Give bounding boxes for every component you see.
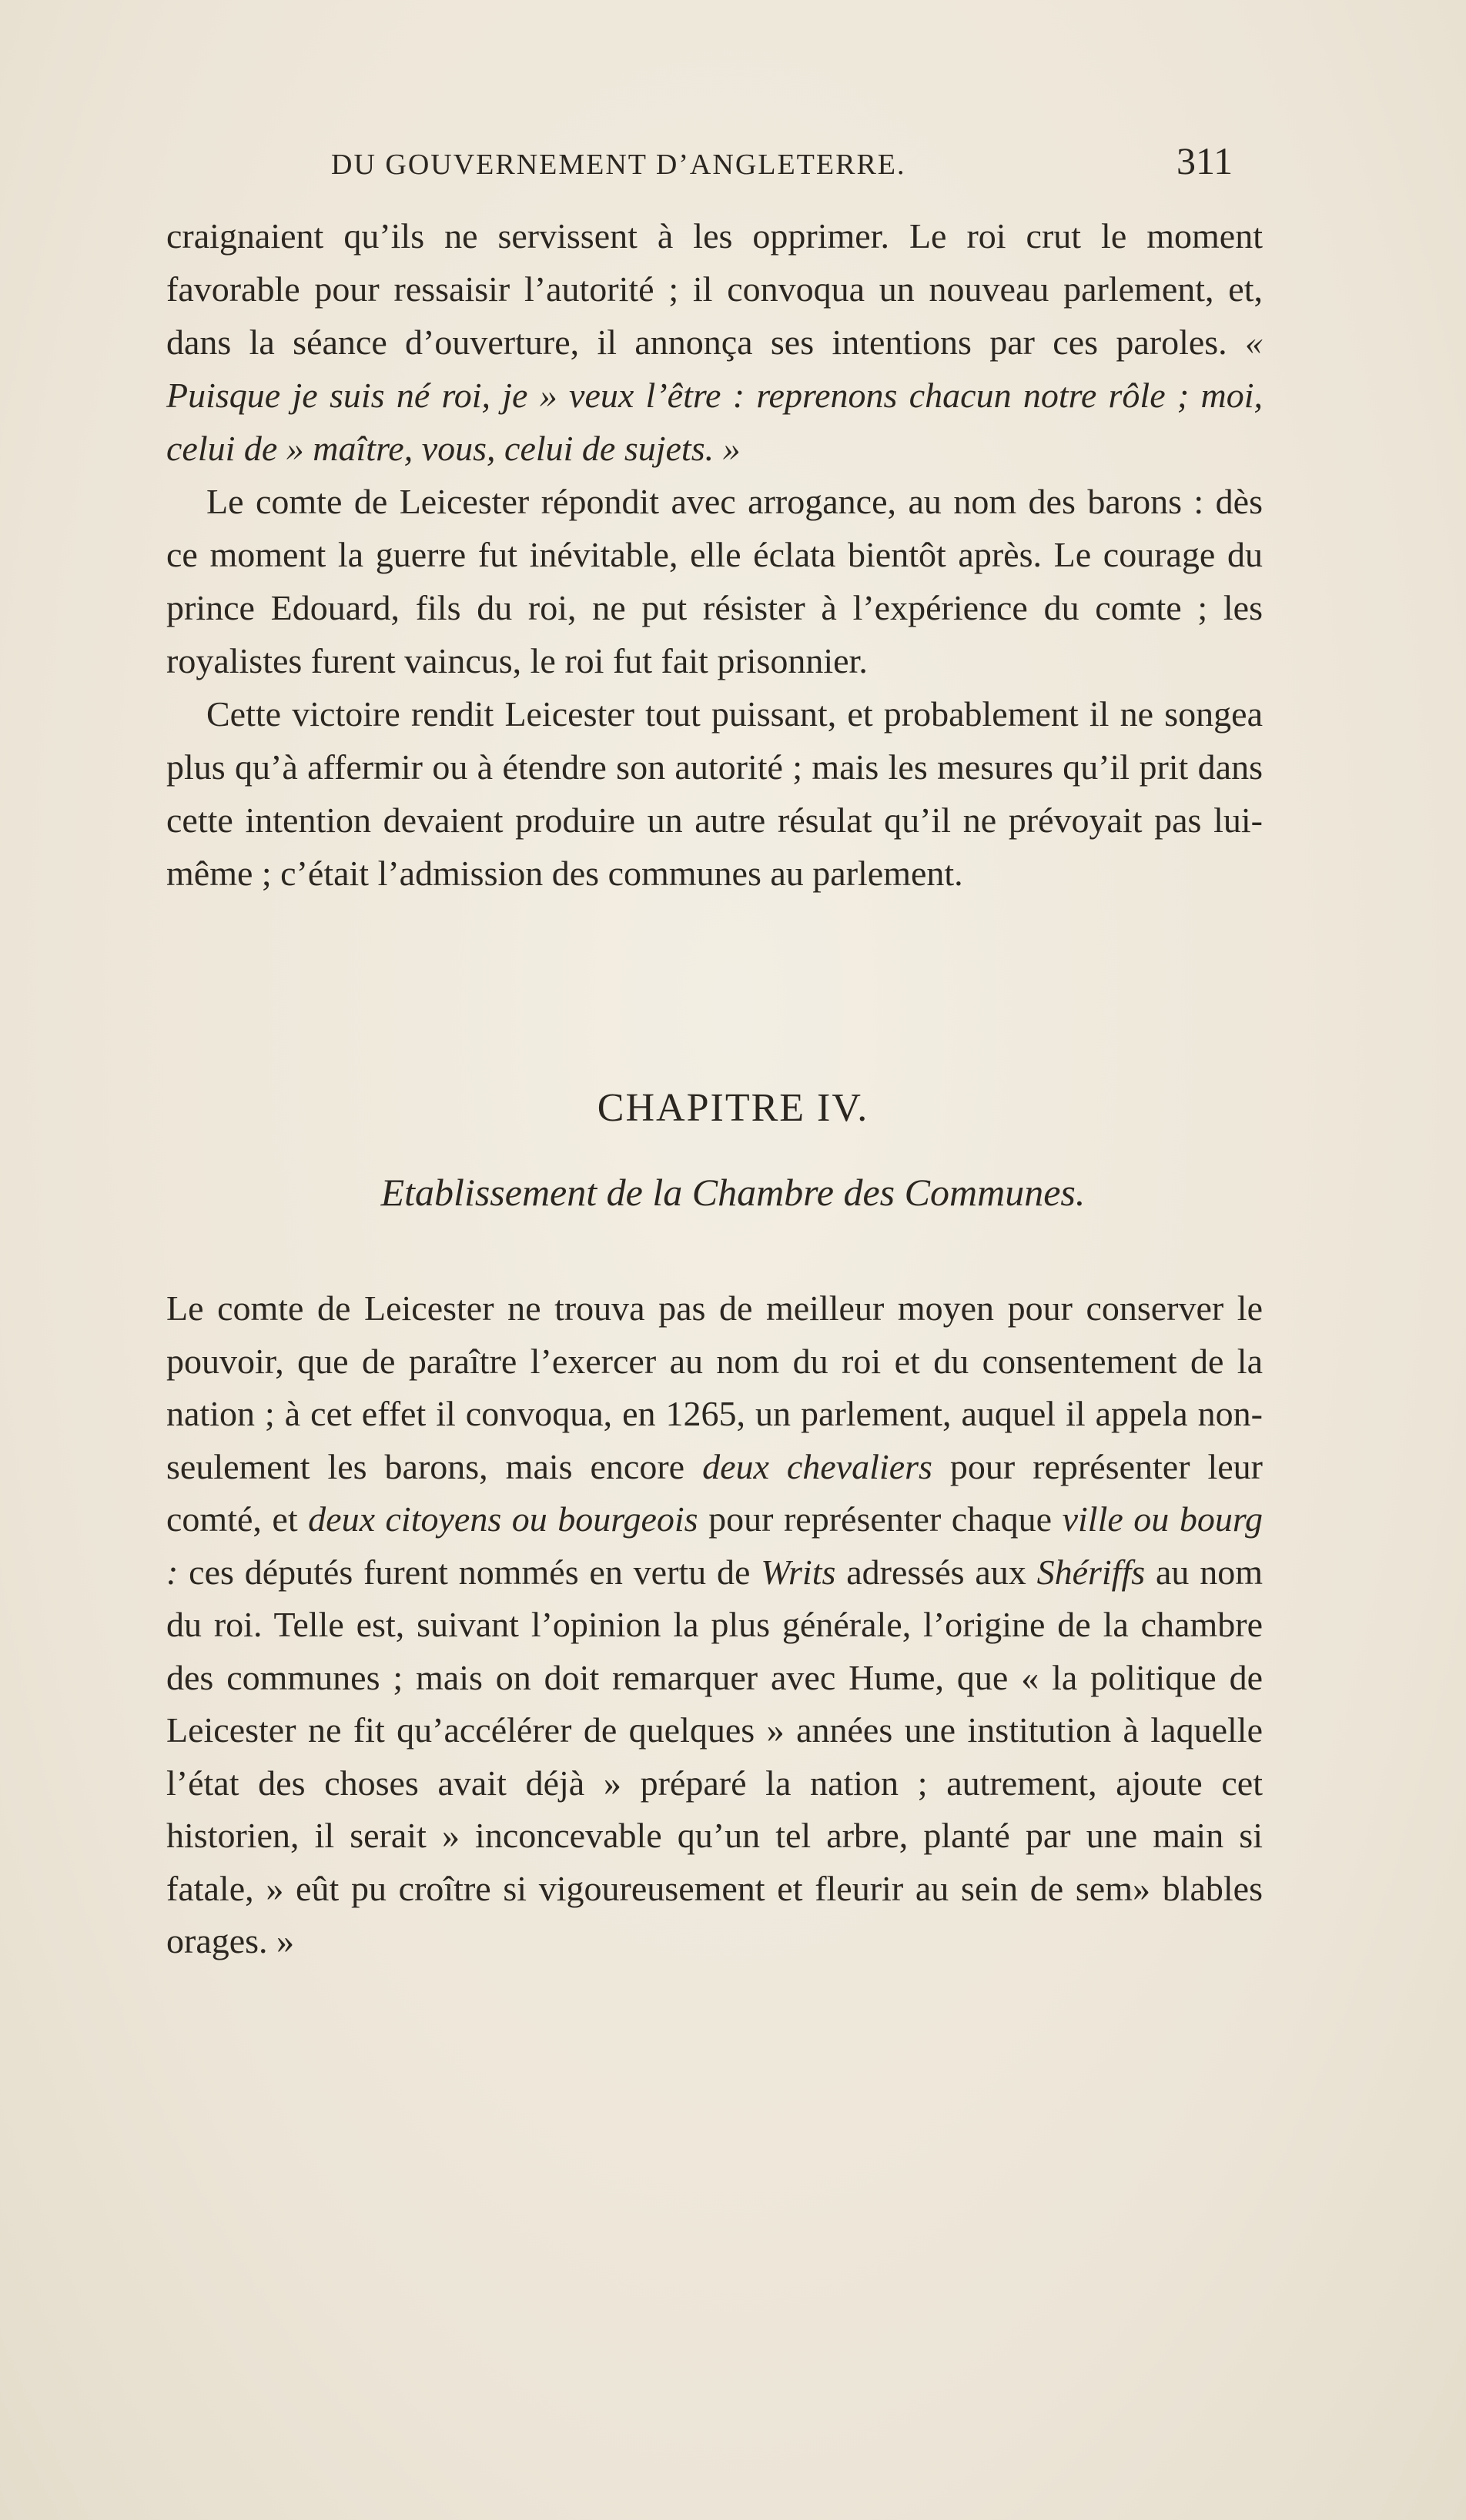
body-text-bottom bbox=[166, 1247, 1263, 2004]
text-run: ces députés furent nommés en vertu de bbox=[189, 1552, 751, 1592]
text-run: pour représenter chaque bbox=[708, 1499, 1053, 1539]
text-run: Le comte de Leicester ne trouva pas de meilleur moyen pour conserver le pouvoir, que de paraître l’exercer au nom du roi et du consentement de la nation ; à cet effet il convoqua, en 1265, un parlement, auquel il appela non-seulement les barons, mais encore bbox=[166, 1288, 1263, 1486]
body-text-top bbox=[166, 209, 1263, 900]
paragraph bbox=[166, 1282, 1263, 1968]
italic-run: deux chevaliers bbox=[702, 1446, 932, 1486]
paragraph: Le comte de Leicester répondit avec arrogance, au nom des barons : dès ce moment la guerre fut inévitable, elle éclata bientôt après. Le courage du prince Edouard, fils du roi, ne put résister à l’expérience du comte ; les royalistes furent vaincus, le roi fut fait prisonnier. bbox=[166, 482, 1263, 680]
running-title: DU GOUVERNEMENT D’ANGLETERRE. bbox=[331, 149, 906, 181]
italic-run: ville ou bourg : bbox=[166, 1499, 1264, 1592]
page-number: 311 bbox=[1176, 139, 1233, 182]
paragraph: Cette victoire rendit Leicester tout puissant, et probablement il ne songea plus qu’à affermir ou à étendre son autorité ; mais les mesures qu’il prit dans cette intention devaient produire un autre résulat qu’il ne prévoyait pas lui-même ; c’était l’admission des communes au parlement. bbox=[166, 694, 1263, 893]
chapter-title: CHAPITRE IV. bbox=[597, 1086, 869, 1130]
text-run: adressés aux bbox=[846, 1552, 1026, 1592]
italic-run: Writs bbox=[761, 1552, 836, 1592]
italic-run: Shériffs bbox=[1036, 1552, 1146, 1592]
italic-run: deux citoyens ou bourgeois bbox=[308, 1499, 698, 1539]
text-run: au nom du roi. Telle est, suivant l’opinion la plus générale, l’origine de la chambre des communes ; mais on doit remarquer avec Hume, que « la politique de Leicester ne fit qu’accélérer de quelques » années une institution à laquelle l’état des choses avait déjà » préparé la nation ; autrement, ajoute cet historien, il serait » inconcevable qu’un tel arbre, planté par une main si fatale, » eût pu croître si vigoureusement et fleurir au sein de sem» blables orages. » bbox=[166, 1552, 1263, 1960]
paragraph bbox=[166, 209, 1263, 475]
paragraph-text: craignaient qu’ils ne servissent à les opprimer. Le roi crut le moment favorable pour ressaisir l’autorité ; il convoqua un nouveau parlement, et, dans la séance d’ouverture, il annonça ses intentions par ces paroles. bbox=[166, 216, 1263, 362]
chapter-subtitle: Etablissement de la Chambre des Communes. bbox=[380, 1171, 1086, 1214]
royal-quote: « Puisque je suis né roi, je » veux l’être : reprenons chacun notre rôle ; moi, celui de » maître, vous, celui de sujets. » bbox=[166, 323, 1263, 468]
text-run: pour représenter leur comté, et bbox=[166, 1446, 1263, 1539]
running-head bbox=[331, 148, 1263, 182]
